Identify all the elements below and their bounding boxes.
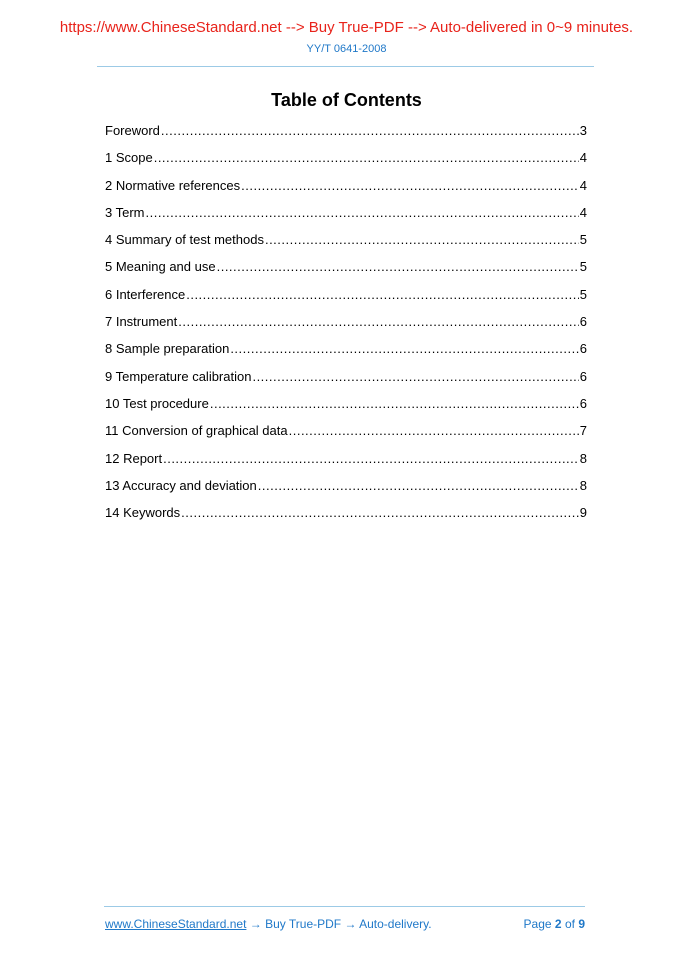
toc-entry-conversion-of-graphical-data[interactable]	[105, 422, 587, 449]
dot-leader	[230, 340, 578, 358]
toc-entry-page: 8	[579, 477, 587, 493]
page-title: Table of Contents	[271, 90, 422, 110]
promo-banner[interactable]: https://www.ChineseStandard.net --> Buy True-PDF --> Auto-delivered in 0~9 minutes.	[59, 19, 634, 36]
toc-entry-page: 3	[579, 123, 587, 138]
toc-entry-keywords[interactable]	[105, 504, 587, 531]
toc-entry-instrument[interactable]	[105, 313, 587, 340]
page-label: Page	[523, 917, 552, 931]
dot-leader	[210, 395, 579, 413]
toc-entry-label: 8 Sample preparation	[105, 341, 230, 357]
toc-entry-label: Foreword	[105, 123, 160, 138]
toc-entry-test-procedure[interactable]	[105, 395, 587, 422]
toc-entry-sample-preparation[interactable]	[105, 340, 587, 367]
toc-entry-label: 5 Meaning and use	[105, 259, 216, 275]
dot-leader	[289, 422, 579, 440]
footer-tagline: → Buy True-PDF → Auto-delivery.	[246, 917, 432, 931]
header-divider	[97, 66, 594, 67]
toc-entry-page: 6	[579, 395, 587, 411]
page-number	[524, 916, 585, 932]
current-page: 2	[554, 917, 562, 931]
toc-entry-accuracy-and-deviation[interactable]	[105, 477, 587, 504]
dot-leader	[161, 122, 579, 140]
toc-entry-label: 4 Summary of test methods	[105, 232, 264, 248]
dot-leader	[178, 313, 579, 331]
toc-entry-label: 13 Accuracy and deviation	[105, 477, 257, 493]
toc-entry-interference[interactable]	[105, 286, 587, 313]
toc-entry-label: 11 Conversion of graphical data	[105, 423, 288, 439]
toc-entry-normative-references[interactable]	[105, 177, 587, 204]
toc-entry-label: 3 Term	[105, 204, 145, 220]
footer-divider	[104, 906, 585, 907]
table-of-contents	[105, 122, 587, 531]
toc-entry-page: 4	[579, 204, 587, 220]
dot-leader	[154, 149, 579, 167]
toc-entry-foreword[interactable]	[105, 122, 587, 149]
toc-entry-label: 10 Test procedure	[105, 395, 209, 411]
dot-leader	[186, 286, 579, 304]
toc-entry-term[interactable]	[105, 204, 587, 231]
dot-leader	[146, 204, 579, 222]
toc-entry-page: 6	[579, 341, 587, 357]
page-footer	[105, 916, 585, 932]
toc-entry-page: 5	[579, 286, 587, 302]
dot-leader	[163, 450, 579, 468]
toc-entry-label: 2 Normative references	[105, 177, 241, 193]
dot-leader	[217, 258, 579, 276]
total-pages: 9	[578, 917, 585, 931]
footer-promo	[105, 916, 432, 932]
toc-entry-label: 14 Keywords	[105, 505, 181, 521]
page-of-label: of	[564, 917, 575, 931]
toc-entry-page: 4	[579, 150, 587, 166]
toc-entry-meaning-and-use[interactable]	[105, 258, 587, 285]
toc-entry-label: 9 Temperature calibration	[105, 368, 252, 384]
footer-site-link[interactable]: www.ChineseStandard.net	[105, 917, 247, 931]
toc-entry-label: 1 Scope	[105, 150, 153, 166]
toc-entry-summary-of-test-methods[interactable]	[105, 231, 587, 258]
toc-entry-page: 5	[579, 232, 587, 248]
dot-leader	[241, 177, 579, 195]
toc-entry-label: 7 Instrument	[105, 314, 178, 330]
toc-entry-page: 5	[579, 259, 587, 275]
dot-leader	[258, 477, 579, 495]
toc-entry-page: 6	[579, 314, 587, 330]
document-code: YY/T 0641-2008	[306, 43, 387, 55]
dot-leader	[265, 231, 579, 249]
toc-entry-label: 12 Report	[105, 450, 163, 466]
dot-leader	[181, 504, 579, 522]
toc-entry-report[interactable]	[105, 450, 587, 477]
toc-entry-label: 6 Interference	[105, 286, 186, 302]
toc-entry-page: 8	[579, 450, 587, 466]
toc-entry-page: 6	[579, 368, 587, 384]
toc-entry-temperature-calibration[interactable]	[105, 368, 587, 395]
toc-entry-page: 4	[579, 177, 587, 193]
toc-entry-page: 7	[579, 423, 587, 439]
toc-entry-page: 9	[579, 505, 587, 521]
toc-entry-scope[interactable]	[105, 149, 587, 176]
dot-leader	[252, 368, 578, 386]
